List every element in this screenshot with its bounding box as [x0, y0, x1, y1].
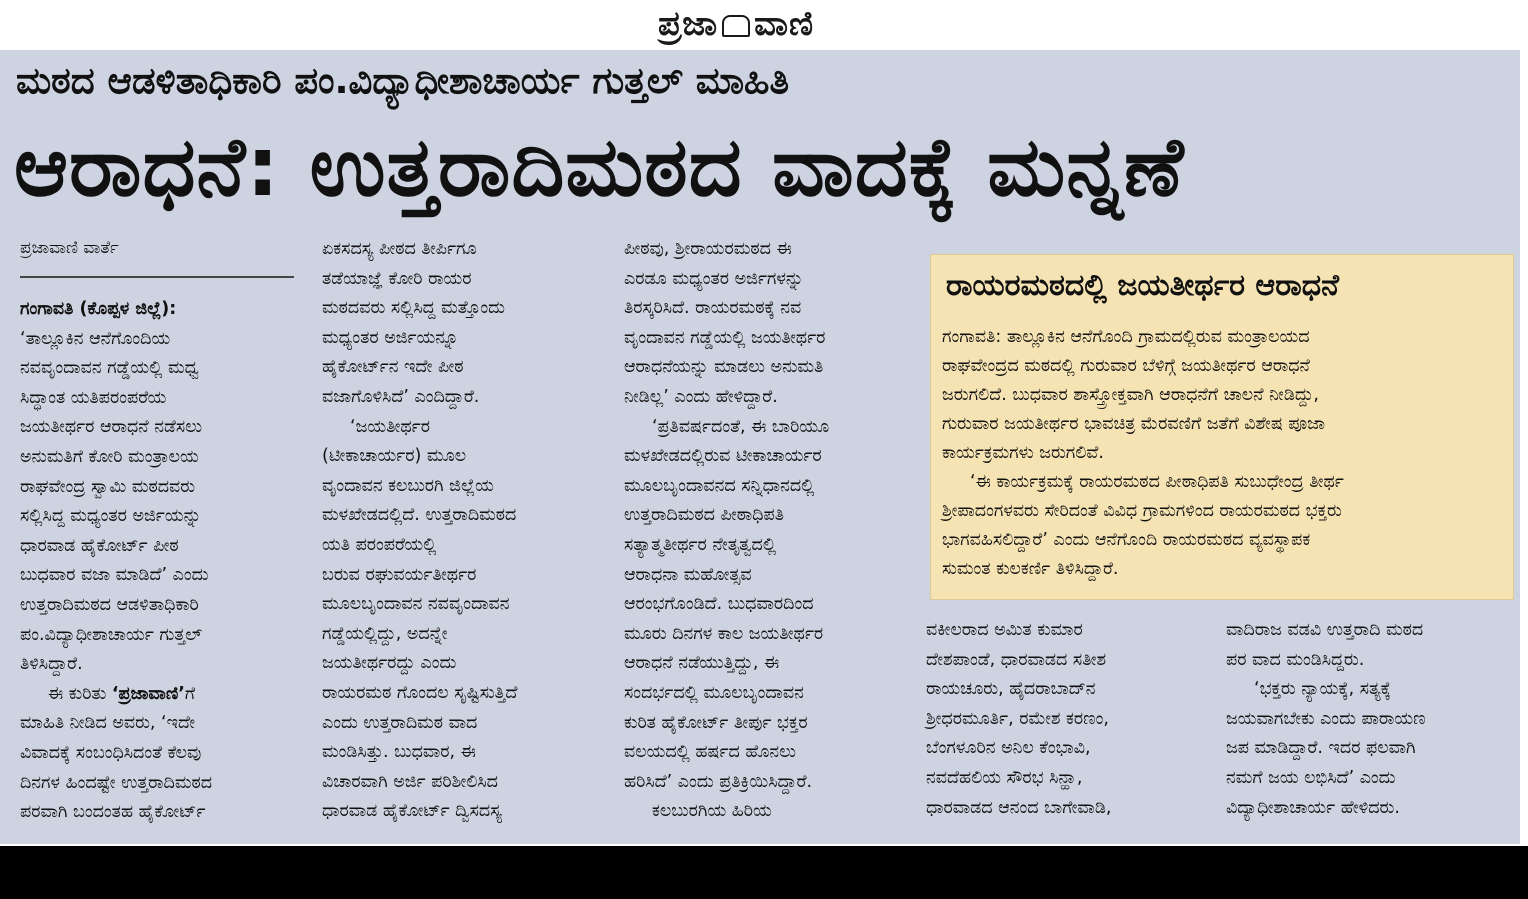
text-line: ಮೂಲಬೃಂದಾವನ ನವವೃಂದಾವನ — [322, 594, 510, 615]
text-line: ಬುಧವಾರ ವಜಾ ಮಾಡಿದೆ’ ಎಂದು — [20, 565, 209, 586]
text-line: ಕಾರ್ಯಕ್ರಮಗಳು ಜರುಗಲಿವೆ. — [942, 443, 1104, 463]
logo-text-left: ಪ್ರಜಾ — [658, 4, 719, 44]
text-line: ವಾದಿರಾಜ ವಡವಿ ಉತ್ತರಾದಿ ಮಠದ — [1226, 620, 1424, 640]
text-line: ವೃಂದಾವನ ಗಡ್ಡೆಯಲ್ಲಿ ಜಯತೀರ್ಥರ — [624, 327, 826, 348]
text-line: ಪೀಠವು, ಶ್ರೀರಾಯರಮಠದ ಈ — [624, 239, 792, 259]
text-line: ಜಯತೀರ್ಥರದ್ದು ಎಂದು — [322, 653, 457, 674]
text-line: ತಿಳಿಸಿದ್ದಾರೆ. — [20, 654, 83, 675]
text-line: ರಾಘವೇಂದ್ರ ಸ್ವಾಮಿ ಮಠದವರು — [20, 476, 196, 497]
text-line: ಜಯತೀರ್ಥರ ಆರಾಧನೆ ನಡೆಸಲು — [20, 417, 203, 438]
text-line: ವಲಯದಲ್ಲಿ ಹರ್ಷದ ಹೊನಲು — [624, 742, 797, 763]
text-line: ನವದೆಹಲಿಯ ಸೌರಭ ಸಿನ್ಹಾ, — [926, 767, 1083, 788]
dateline: ಗಂಗಾವತಿ (ಕೊಪ್ಪಳ ಜಿಲ್ಲೆ): — [20, 299, 177, 319]
text-line: ಎರಡೂ ಮಧ್ಯಂತರ ಅರ್ಜಿಗಳನ್ನು — [624, 268, 804, 289]
text-line: ಮೂರು ದಿನಗಳ ಕಾಲ ಜಯತೀರ್ಥರ — [624, 623, 824, 644]
text-line: ವಜಾಗೊಳಿಸಿದೆ’ ಎಂದಿದ್ದಾರೆ. — [322, 386, 480, 407]
text-line: ಹರಿಸಿದೆ’ ಎಂದು ಪ್ರತಿಕ್ರಿಯಿಸಿದ್ದಾರೆ. — [624, 771, 813, 792]
text-line: ಧಾರವಾಡ ಹೈಕೋರ್ಟ್ ಪೀಠ — [20, 535, 179, 556]
text-line: ಗುರುವಾರ ಜಯತೀರ್ಥರ ಭಾವಚಿತ್ರ ಮೆರವಣಿಗೆ ಜತೆಗೆ ವಿಶೇಷ ಪೂಜಾ — [942, 414, 1326, 434]
text-line: ಉತ್ತರಾದಿಮಠದ ಪೀಠಾಧಿಪತಿ — [624, 505, 784, 526]
text-line: ನೀಡಿಲ್ಲ’ ಎಂದು ಹೇಳಿದ್ದಾರೆ. — [624, 386, 778, 407]
text-line: ಮೂಲಬೃಂದಾವನದ ಸನ್ನಿಧಾನದಲ್ಲಿ — [624, 475, 815, 496]
article-kicker: ಮಠದ ಆಡಳಿತಾಧಿಕಾರಿ ಪಂ.ವಿದ್ಯಾಧೀಶಾಚಾರ್ಯ ಗುತ್ತಲ್ ಮಾಹಿತಿ — [16, 59, 790, 102]
text-line: ಧಾರವಾಡ ಹೈಕೋರ್ಟ್ ದ್ವಿಸದಸ್ಯ — [322, 801, 502, 822]
text-line: ಮಠದವರು ಸಲ್ಲಿಸಿದ್ದ ಮತ್ತೊಂದು — [322, 298, 505, 319]
text-line: ಯತಿ ಪರಂಪರೆಯಲ್ಲಿ — [322, 534, 437, 555]
text-line: ಸಲ್ಲಿಸಿದ್ದ ಮಧ್ಯಂತರ ಅರ್ಜಿಯನ್ನು — [20, 506, 202, 527]
text-line: ಏಕಸದಸ್ಯ ಪೀಠದ ತೀರ್ಪಿಗೂ — [322, 239, 477, 259]
text-line: ಉತ್ತರಾದಿಮಠದ ಆಡಳಿತಾಧಿಕಾರಿ — [20, 594, 199, 615]
text-line: ಅನುಮತಿಗೆ ಕೋರಿ ಮಂತ್ರಾಲಯ — [20, 446, 199, 467]
text-line: ಮಧ್ಯಂತರ ಅರ್ಜಿಯನ್ನೂ — [322, 327, 459, 348]
text-line: ನವವೃಂದಾವನ ಗಡ್ಡೆಯಲ್ಲಿ ಮಧ್ವ — [20, 358, 200, 379]
text-line: ಪರ ವಾದ ಮಂಡಿಸಿದ್ದರು. — [1226, 649, 1365, 670]
text-line: ಹೈಕೋರ್ಟ್‌ನ ಇದೇ ಪೀಠ — [322, 357, 464, 378]
text-line: ತಡೆಯಾಜ್ಞೆ ಕೋರಿ ರಾಯರ — [322, 268, 472, 289]
text-line: ಮಾಹಿತಿ ನೀಡಿದ ಅವರು, ‘ಇದೇ — [20, 713, 196, 734]
text-line: ಗಡ್ಡೆಯಲ್ಲಿದ್ದು, ಅದನ್ನೇ — [322, 623, 448, 644]
article-column-5 — [1226, 616, 1512, 823]
article-column-3 — [624, 235, 900, 827]
text-line: ಎಂದು ಉತ್ತರಾದಿಮಠ ವಾದ — [322, 712, 478, 733]
text-line: ತಿರಸ್ಕರಿಸಿದೆ. ರಾಯರಮಠಕ್ಕೆ ನವ — [624, 298, 802, 319]
text-line: ಮಂಡಿಸಿತ್ತು. ಬುಧವಾರ, ಈ — [322, 742, 476, 763]
text-line: ಪರವಾಗಿ ಬಂದಂತಹ ಹೈಕೋರ್ಟ್ — [20, 802, 206, 823]
text-line: ಬರುವ ರಘುವರ್ಯತೀರ್ಥರ — [322, 564, 477, 585]
text-line: ಗಂಗಾವತಿ: ತಾಲ್ಲೂಕಿನ ಆನೆಗೊಂದಿ ಗ್ರಾಮದಲ್ಲಿರುವ ಮಂತ್ರಾಲಯದ — [942, 327, 1310, 347]
masthead — [0, 0, 1528, 50]
text-line: ರಾಯಚೂರು, ಹೈದರಾಬಾದ್‌ನ — [926, 679, 1096, 700]
text-line: ಕುರಿತ ಹೈಕೋರ್ಟ್ ತೀರ್ಪು ಭಕ್ತರ — [624, 712, 808, 733]
text-line: ವೃಂದಾವನ ಕಲಬುರಗಿ ಜಿಲ್ಲೆಯ — [322, 475, 494, 496]
text-line: ಆರಾಧನಾ ಮಹೋತ್ಸವ — [624, 564, 752, 585]
text-line: ‘ತಾಲ್ಲೂಕಿನ ಆನೆಗೊಂದಿಯ — [20, 328, 171, 349]
text-line: ಜರುಗಲಿದೆ. ಬುಧವಾರ ಶಾಸ್ತ್ರೋಕ್ತವಾಗಿ ಆರಾಧನೆಗೆ ಚಾಲನೆ ನೀಡಿದ್ದು, — [942, 385, 1319, 405]
newspaper-name: ‘ಪ್ರಜಾವಾಣಿ’ — [111, 683, 185, 704]
text-line: ಬೆಂಗಳೂರಿನ ಅನಿಲ ಕೆಂಭಾವಿ, — [926, 738, 1091, 759]
article-column-4 — [926, 616, 1208, 823]
text-line: ನಮಗೆ ಜಯ ಲಭಿಸಿದೆ’ ಎಂದು — [1226, 767, 1396, 788]
text-line: ಜಪ ಮಾಡಿದ್ದಾರೆ. ಇದರ ಫಲವಾಗಿ — [1226, 738, 1416, 759]
text-line: ಮಳಖೇಡದಲ್ಲಿದೆ. ಉತ್ತರಾದಿಮಠದ — [322, 505, 517, 526]
text-line: ದೇಶಪಾಂಡೆ, ಧಾರವಾಡದ ಸತೀಶ — [926, 649, 1107, 670]
text-line: ವಿದ್ಯಾಧೀಶಾಚಾರ್ಯ ಹೇಳಿದರು. — [1226, 797, 1400, 818]
text-line: ‘ಜಯತೀರ್ಥರ — [350, 416, 431, 437]
text-line: ಸತ್ಯಾತ್ಮತೀರ್ಥರ ನೇತೃತ್ವದಲ್ಲಿ — [624, 534, 777, 555]
text-line: ವಿವಾದಕ್ಕೆ ಸಂಬಂಧಿಸಿದಂತೆ ಕೆಲವು — [20, 742, 202, 763]
sidebar-title: ರಾಯರಮಠದಲ್ಲಿ ಜಯತೀರ್ಥರ ಆರಾಧನೆ — [946, 268, 1339, 303]
text-line: ಮಳಖೇಡದಲ್ಲಿರುವ ಟೀಕಾಚಾರ್ಯರ — [624, 446, 822, 467]
text-fragment: ಈ ಕುರಿತು — [48, 683, 112, 704]
text-line: ಪಂ.ವಿದ್ಯಾಧೀಶಾಚಾರ್ಯ ಗುತ್ತಲ್ — [20, 624, 203, 645]
newspaper-logo — [658, 2, 814, 46]
text-line: ಸಿದ್ಧಾಂತ ಯತಿಪರಂಪರೆಯ — [20, 387, 167, 408]
text-line: ವಿಚಾರವಾಗಿ ಅರ್ಜಿ ಪರಿಶೀಲಿಸಿದ — [322, 771, 498, 792]
text-line: ‘ಪ್ರತಿವರ್ಷದಂತೆ, ಈ ಬಾರಿಯೂ — [652, 416, 830, 437]
article-column-2 — [322, 235, 598, 827]
text-line: ಆರಾಧನೆಯನ್ನು ಮಾಡಲು ಅನುಮತಿ — [624, 357, 824, 378]
text-line: ‘ಈ ಕಾರ್ಯಕ್ರಮಕ್ಕೆ ರಾಯರಮಠದ ಪೀಠಾಧಿಪತಿ ಸುಬುಧೇಂದ್ರ ತೀರ್ಥ — [970, 472, 1344, 492]
text-line: ಭಾಗವಹಿಸಲಿದ್ದಾರೆ’ ಎಂದು ಆನೆಗೊಂದಿ ರಾಯರಮಠದ ವ್ಯವಸ್ಥಾಪಕ — [942, 530, 1311, 550]
text-line: ದಿನಗಳ ಹಿಂದಷ್ಟೇ ಉತ್ತರಾದಿಮಠದ — [20, 772, 213, 793]
article-headline: ಆರಾಧನೆ: ಉತ್ತರಾದಿಮಠದ ವಾದಕ್ಕೆ ಮನ್ನಣೆ — [14, 120, 1185, 215]
text-line: (ಟೀಕಾಚಾರ್ಯರ) ಮೂಲ — [322, 446, 467, 467]
logo-text-right: ವಾಣಿ — [754, 4, 815, 44]
text-line: ‘ಭಕ್ತರು ನ್ಯಾಯಕ್ಕೆ, ಸತ್ಯಕ್ಕೆ — [1254, 679, 1391, 700]
text-line: ಧಾರವಾಡದ ಆನಂದ ಬಾಗೇವಾಡಿ, — [926, 797, 1112, 818]
text-line: ಆರಾಧನೆ ನಡೆಯುತ್ತಿದ್ದು, ಈ — [624, 653, 780, 674]
text-line: ಸಂದರ್ಭದಲ್ಲಿ ಮೂಲಬೃಂದಾವನ — [624, 682, 804, 703]
text-line: ರಾಯರಮಠ ಗೊಂದಲ ಸೃಷ್ಟಿಸುತ್ತಿದೆ — [322, 682, 518, 703]
bottom-black-bar — [0, 846, 1528, 899]
text-line: ಜಯವಾಗಬೇಕು ಎಂದು ಪಾರಾಯಣ — [1226, 708, 1426, 729]
text-line: ಶ್ರೀಧರಮೂರ್ತಿ, ರಮೇಶ ಕರಣಂ, — [926, 708, 1109, 729]
text-line: ರಾಘವೇಂದ್ರದ ಮಠದಲ್ಲಿ ಗುರುವಾರ ಬೆಳಿಗ್ಗೆ ಜಯತೀರ್ಥರ ಆರಾಧನೆ — [942, 356, 1310, 376]
text-line: ವಕೀಲರಾದ ಅಮಿತ ಕುಮಾರ — [926, 620, 1083, 640]
text-line: ಸುಮಂತ ಕುಲಕರ್ಣಿ ತಿಳಿಸಿದ್ದಾರೆ. — [942, 559, 1119, 579]
text-line: ಆರಂಭಗೊಂಡಿದೆ. ಬುಧವಾರದಿಂದ — [624, 594, 814, 615]
byline-divider — [20, 276, 294, 278]
text-line: ಕಲಬುರಗಿಯ ಹಿರಿಯ — [652, 801, 772, 822]
article-byline: ಪ್ರಜಾವಾಣಿ ವಾರ್ತೆ — [20, 238, 119, 258]
text-fragment: ಗೆ — [184, 683, 196, 704]
text-line — [20, 680, 296, 710]
lion-emblem-icon — [722, 15, 750, 37]
article-column-1 — [20, 295, 296, 828]
text-line: ಶ್ರೀಪಾದಂಗಳವರು ಸೇರಿದಂತೆ ವಿವಿಧ ಗ್ರಾಮಗಳಿಂದ ರಾಯರಮಠದ ಭಕ್ತರು — [942, 501, 1342, 521]
sidebar-body — [942, 323, 1506, 584]
